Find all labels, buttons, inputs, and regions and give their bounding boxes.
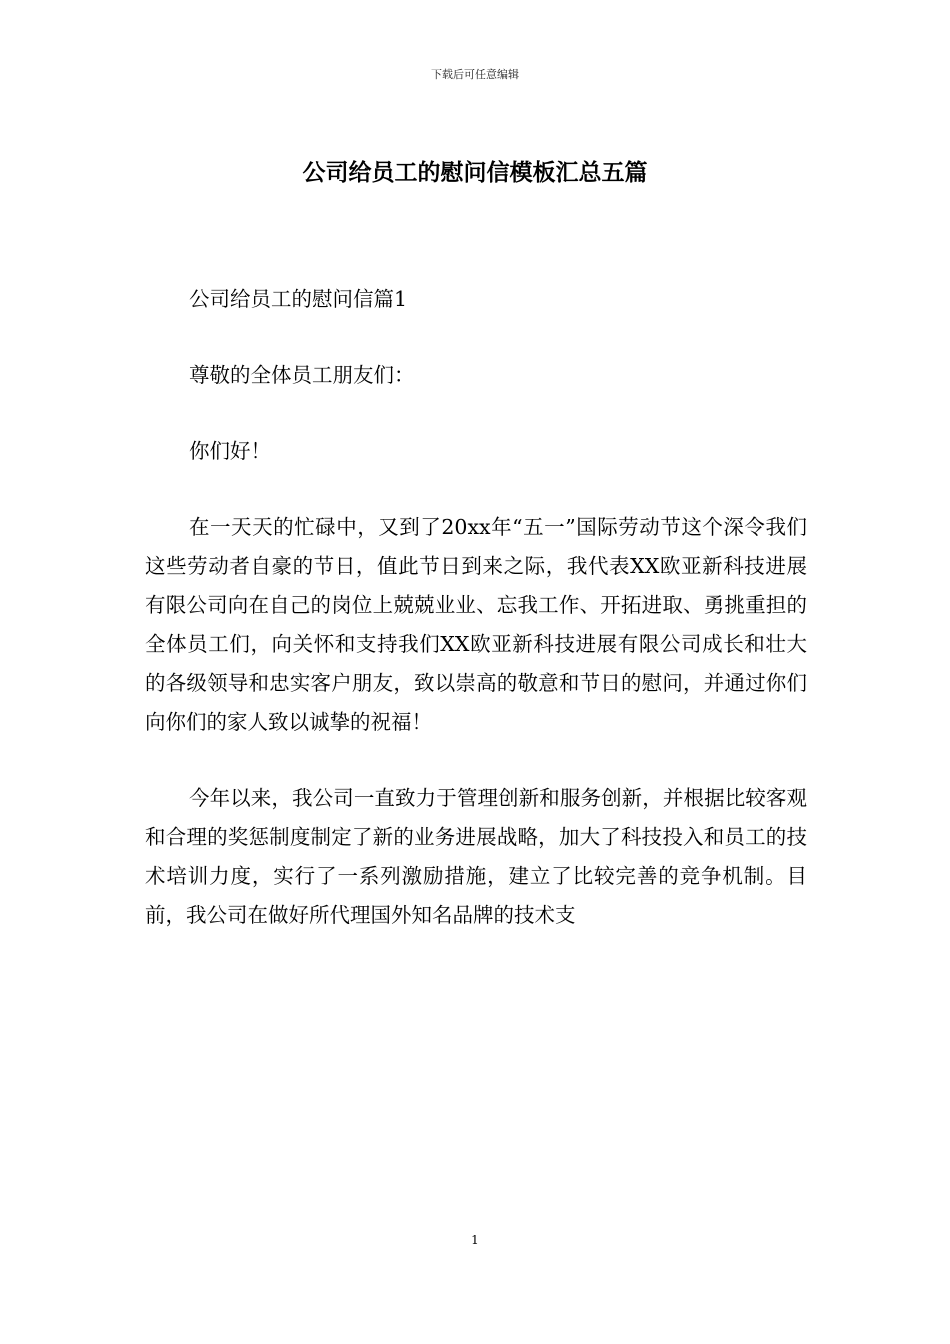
header-note: 下载后可任意编辑: [431, 68, 519, 81]
greeting: 你们好！: [189, 439, 271, 463]
body-paragraph: 在一天天的忙碌中，又到了20xx年“五一”国际劳动节这个深令我们这些劳动者自豪的节日，值此节日到来之际，我代表XX欧亚新科技进展有限公司向在自己的岗位上兢兢业业、忘我工作、开拓进取、勇挑重担的全体员工们，向关怀和支持我们XX欧亚新科技进展有限公司成长和壮大的各级领导和忠实客户朋友，致以崇高的敬意和节日的慰问，并通过你们向你们的家人致以诚挚的祝福！: [145, 515, 807, 734]
salutation: 尊敬的全体员工朋友们：: [189, 363, 415, 387]
page-number: 1: [471, 1233, 479, 1247]
document-body: [145, 280, 807, 972]
section-heading: 公司给员工的慰问信篇1: [189, 287, 408, 311]
body-paragraph: 今年以来，我公司一直致力于管理创新和服务创新，并根据比较客观和合理的奖惩制度制定了新的业务进展战略，加大了科技投入和员工的技术培训力度，实行了一系列激励措施，建立了比较完善的竞争机制。目前，我公司在做好所代理国外知名品牌的技术支: [145, 786, 807, 927]
document-title: 公司给员工的慰问信模板汇总五篇: [302, 159, 648, 186]
